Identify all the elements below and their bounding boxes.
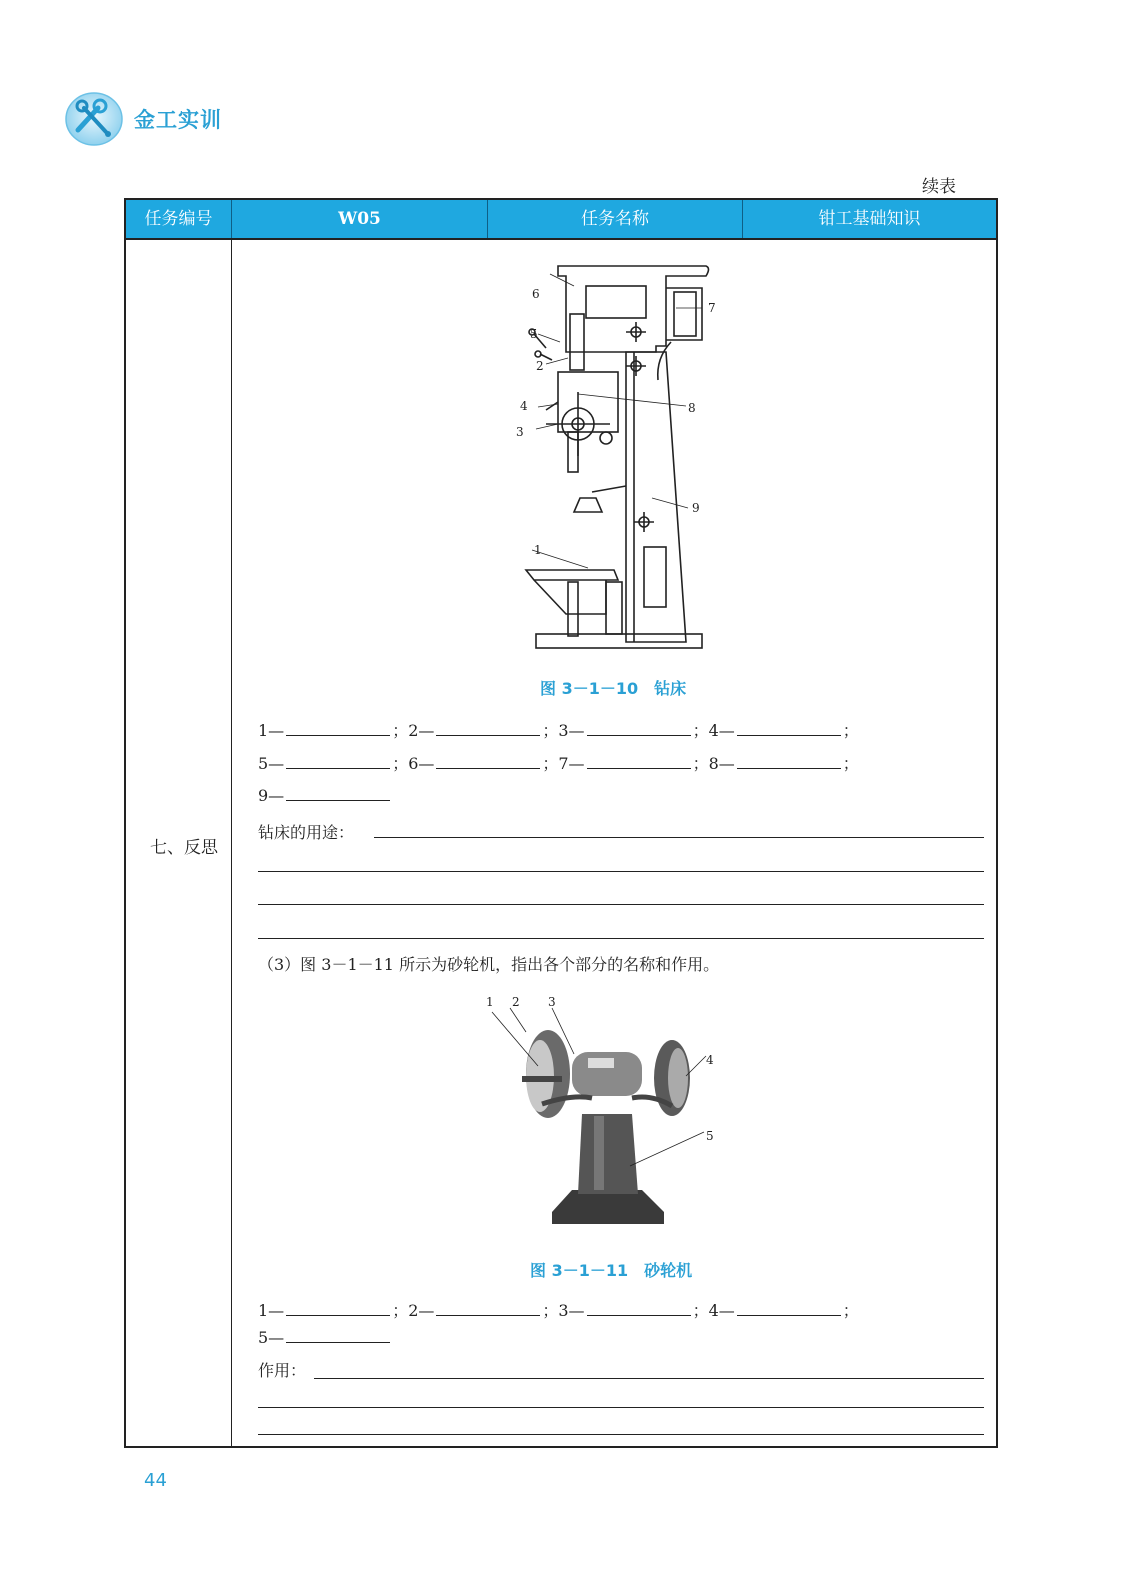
grinder-answer-row-2	[258, 1328, 392, 1347]
blank-field[interactable]	[286, 799, 390, 801]
blank-field[interactable]	[737, 1314, 841, 1316]
drill-row-end: ；	[842, 754, 859, 773]
blank-field[interactable]	[587, 767, 691, 769]
section-label: 七、反思	[150, 838, 218, 858]
drill-callout-4: 4	[520, 399, 528, 413]
blank-field[interactable]	[436, 767, 540, 769]
header-task-name-label: 任务名称	[488, 200, 743, 238]
continued-label: 续表	[922, 177, 956, 197]
grinder-function-label: 作用：	[258, 1361, 307, 1380]
drill-label-4: ；4—	[692, 721, 735, 740]
drill-press-figure	[506, 262, 726, 652]
drill-label-1: 1—	[258, 721, 285, 740]
header-task-number-label: 任务编号	[126, 200, 232, 238]
answer-line[interactable]	[258, 1407, 984, 1408]
drill-callout-9: 9	[692, 501, 700, 515]
column-divider	[231, 238, 232, 1446]
drill-answer-row-3	[258, 786, 392, 805]
drill-label-9: 9—	[258, 786, 285, 805]
drill-label-8: ；8—	[692, 754, 735, 773]
grinder-callout-1: 1	[486, 995, 494, 1009]
drill-label-2: ；2—	[392, 721, 435, 740]
grinder-row-end: ；	[842, 1301, 859, 1320]
drill-callout-5: 5	[530, 327, 538, 341]
drill-label-3: ；3—	[542, 721, 585, 740]
blank-field[interactable]	[436, 1314, 540, 1316]
drill-callout-1: 1	[534, 543, 542, 557]
answer-line[interactable]	[258, 1434, 984, 1435]
grinder-callout-2: 2	[512, 995, 520, 1009]
grinder-callout-4: 4	[706, 1053, 714, 1067]
grinder-callout-3: 3	[548, 995, 556, 1009]
drill-usage-label: 钻床的用途：	[258, 823, 355, 842]
grinder-function-line[interactable]	[314, 1378, 984, 1379]
drill-usage-line[interactable]	[374, 837, 984, 838]
answer-line[interactable]	[258, 938, 984, 939]
figure1-caption: 图 3－1－10 钻床	[540, 679, 687, 698]
book-logo-icon	[64, 90, 126, 148]
drill-callout-7: 7	[708, 301, 716, 315]
grinder-label-3: ；3—	[542, 1301, 585, 1320]
drill-answer-row-1	[258, 718, 859, 741]
question-3-text: （3）图 3－1－11 所示为砂轮机，指出各个部分的名称和作用。	[258, 955, 720, 974]
blank-field[interactable]	[436, 734, 540, 736]
header-task-number-value: W05	[232, 200, 488, 238]
grinder-label-5: 5—	[258, 1328, 285, 1347]
blank-field[interactable]	[737, 767, 841, 769]
book-title: 金工实训	[134, 108, 222, 132]
drill-callout-3: 3	[516, 425, 524, 439]
blank-field[interactable]	[286, 734, 390, 736]
grinder-label-4: ；4—	[692, 1301, 735, 1320]
blank-field[interactable]	[286, 767, 390, 769]
blank-field[interactable]	[286, 1341, 390, 1343]
drill-callout-2: 2	[536, 359, 544, 373]
drill-label-7: ；7—	[542, 754, 585, 773]
grinder-callout-5: 5	[706, 1129, 714, 1143]
answer-line[interactable]	[258, 904, 984, 905]
blank-field[interactable]	[286, 1314, 390, 1316]
blank-field[interactable]	[587, 734, 691, 736]
blank-field[interactable]	[587, 1314, 691, 1316]
grinder-label-1: 1—	[258, 1301, 285, 1320]
drill-row-end: ；	[842, 721, 859, 740]
drill-callout-6: 6	[532, 287, 540, 301]
figure2-caption: 图 3－1－11 砂轮机	[530, 1261, 693, 1280]
drill-answer-row-2	[258, 751, 859, 774]
table-header	[126, 200, 996, 240]
blank-field[interactable]	[737, 734, 841, 736]
grinder-answer-row-1	[258, 1298, 859, 1321]
drill-label-5: 5—	[258, 754, 285, 773]
header-task-name-value: 钳工基础知识	[818, 209, 921, 229]
drill-callout-8: 8	[688, 401, 696, 415]
answer-line[interactable]	[258, 871, 984, 872]
bench-grinder-figure	[482, 994, 752, 1240]
task-table	[124, 198, 998, 1448]
page-number: 44	[144, 1470, 167, 1491]
drill-label-6: ；6—	[392, 754, 435, 773]
grinder-label-2: ；2—	[392, 1301, 435, 1320]
